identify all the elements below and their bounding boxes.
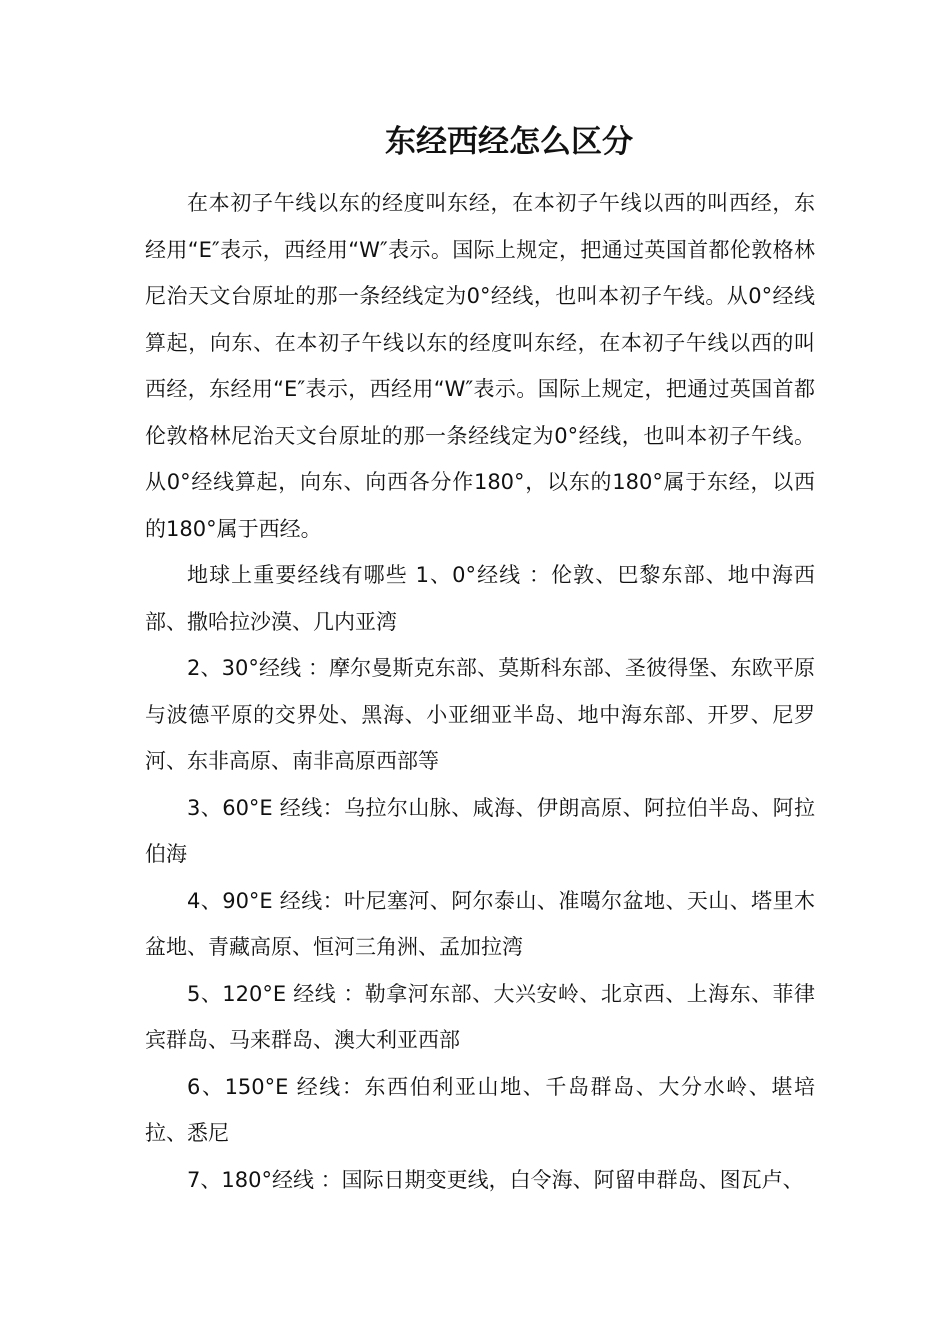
paragraph-meridian-180: 7、180°经线 ：国际日期变更线，白令海、阿留申群岛、图瓦卢、 (187, 1167, 804, 1192)
document-title: 东经西经怎么区分 (385, 124, 633, 160)
paragraph-meridian-0: 地球上重要经线有哪些 1、0°经线 ：伦敦、巴黎东部、地中海西部、撒哈拉沙漠、几内亚湾 (145, 563, 815, 634)
paragraph-intro: 在本初子午线以东的经度叫东经，在本初子午线以西的叫西经，东经用“E″表示，西经用“W″表示。国际上规定，把通过英国首都伦敦格林尼治天文台原址的那一条经线定为0°经线，也叫本初子午线。从0°经线算起，向东、在本初子午线以东的经度叫东经，在本初子午线以西的叫西经，东经用“E″表示，西经用“W″表示。国际上规定，把通过英国首都伦敦格林尼治天文台原址的那一条经线定为0°经线，也叫本初子午线。从0°经线算起，向东、向西各分作180°，以东的180°属于东经，以西的180°属于西经。 (145, 191, 815, 541)
paragraph-meridian-120e: 5、120°E 经线 ：勒拿河东部、大兴安岭、北京西、上海东、菲律宾群岛、马来群岛、澳大利亚西部 (145, 981, 815, 1052)
paragraph-meridian-30: 2、30°经线 ：摩尔曼斯克东部、莫斯科东部、圣彼得堡、东欧平原与波德平原的交界处、黑海、小亚细亚半岛、地中海东部、开罗、尼罗河、东非高原、南非高原西部等 (145, 656, 815, 773)
paragraph-meridian-90e: 4、90°E 经线：叶尼塞河、阿尔泰山、准噶尔盆地、天山、塔里木盆地、青藏高原、恒河三角洲、孟加拉湾 (145, 888, 815, 959)
document-body (145, 180, 815, 1203)
paragraph-meridian-150e: 6、150°E 经线：东西伯利亚山地、千岛群岛、大分水岭、堪培拉、悉尼 (145, 1074, 815, 1145)
paragraph-meridian-60e: 3、60°E 经线：乌拉尔山脉、咸海、伊朗高原、阿拉伯半岛、阿拉伯海 (145, 795, 815, 866)
